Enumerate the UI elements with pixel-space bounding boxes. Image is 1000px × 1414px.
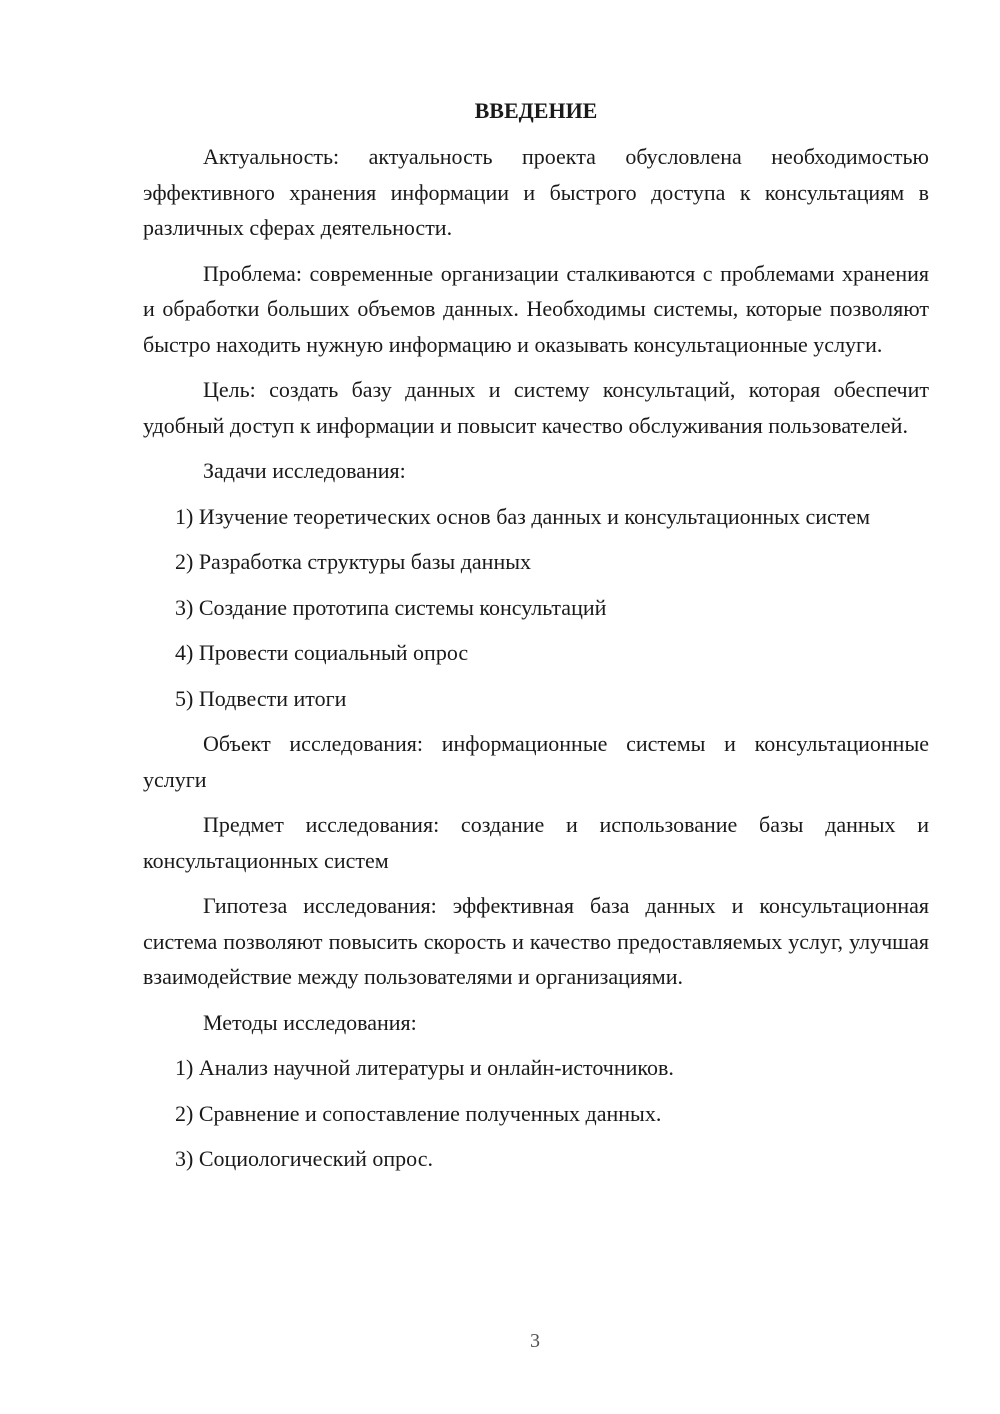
page-title: ВВЕДЕНИЕ: [474, 98, 598, 123]
task-item-4: 4) Провести социальный опрос: [175, 640, 469, 665]
method-item-3: 3) Социологический опрос.: [175, 1146, 433, 1171]
paragraph-subject: Предмет исследования: создание и использование базы данных и консультационных систем: [143, 812, 929, 873]
task-item-3: 3) Создание прототипа системы консультаций: [175, 594, 607, 620]
paragraph-relevance: Актуальность: актуальность проекта обусловлена необходимостью эффективного хранения информации и быстрого доступа к консультациям в различных сферах деятельности.: [143, 144, 929, 240]
paragraph-object: Объект исследования: информационные системы и консультационные услуги: [143, 731, 929, 792]
paragraph-goal: Цель: создать базу данных и систему консультаций, которая обеспечит удобный доступ к информации и повысит качество обслуживания пользователей.: [143, 377, 929, 438]
document-body: [143, 93, 929, 1177]
page-number: 3: [530, 1330, 540, 1352]
task-item-1: 1) Изучение теоретических основ баз данных и консультационных систем: [175, 503, 871, 529]
task-item-2: 2) Разработка структуры базы данных: [175, 549, 531, 574]
paragraph-problem: Проблема: современные организации сталкиваются с проблемами хранения и обработки больших объемов данных. Необходимы системы, которые позволяют быстро находить нужную информацию и оказывать консультационные услуги.: [143, 260, 929, 357]
task-item-5: 5) Подвести итоги: [175, 685, 347, 711]
paragraph-methods-heading: Методы исследования:: [203, 1009, 417, 1035]
method-item-1: 1) Анализ научной литературы и онлайн-источников.: [175, 1055, 674, 1080]
paragraph-hypothesis: Гипотеза исследования: эффективная база данных и консультационная система позволяют повысить скорость и качество предоставляемых услуг, улучшая взаимодействие между пользователями и организациями.: [143, 893, 929, 989]
paragraph-tasks-heading: Задачи исследования:: [203, 458, 406, 483]
method-item-2: 2) Сравнение и сопоставление полученных данных.: [175, 1100, 662, 1126]
